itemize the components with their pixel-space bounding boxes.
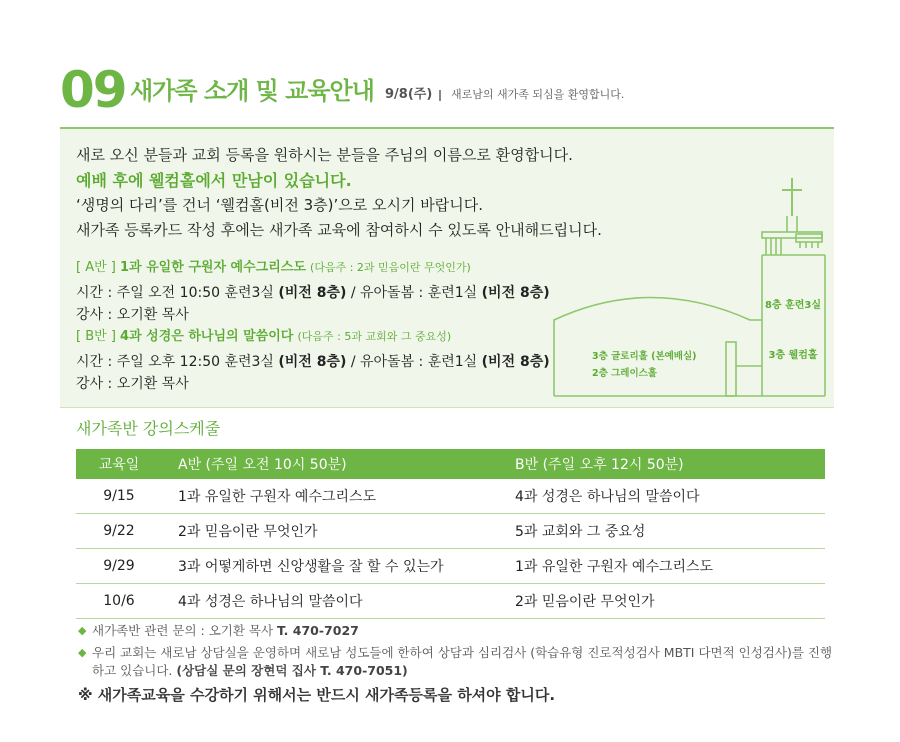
section-date: 9/8(주) bbox=[385, 87, 433, 102]
table-row bbox=[76, 549, 825, 584]
note-counseling-text: 우리 교회는 새로남 상담실을 운영하며 새로남 성도들에 한하여 상담과 심리검사 (학습유형 진로적성검사 MBTI 다면적 인성검사)를 진행하고 있습니다. bbox=[92, 645, 833, 678]
class-a-room: (비전 8층) bbox=[278, 285, 347, 301]
class-a-info bbox=[76, 258, 556, 326]
row-class-a: 4과 성경은 하나님의 말씀이다 bbox=[162, 584, 499, 619]
class-b-childcare-room: (비전 8층) bbox=[481, 354, 550, 370]
section-subtitle: 새로남의 새가족 되심을 환영합니다. bbox=[451, 88, 625, 101]
schedule-title: 새가족반 강의스케줄 bbox=[76, 419, 221, 438]
row-class-b: 5과 교회와 그 중요성 bbox=[499, 514, 825, 549]
class-b-info bbox=[76, 327, 556, 395]
row-date: 9/22 bbox=[76, 514, 162, 549]
row-class-a: 1과 유일한 구원자 예수그리스도 bbox=[162, 479, 499, 514]
row-date: 9/29 bbox=[76, 549, 162, 584]
schedule-divider bbox=[60, 407, 834, 408]
header-class-a: A반 (주일 오전 10시 50분) bbox=[162, 449, 499, 479]
intro-line-4: 새가족 등록카드 작성 후에는 새가족 교육에 참여하시 수 있도록 안내해드립니다. bbox=[76, 221, 602, 239]
table-row bbox=[76, 514, 825, 549]
label-3f-welcome: 3층 웰컴홀 bbox=[768, 350, 818, 361]
registration-warning: ※ 새가족교육을 수강하기 위해서는 반드시 새가족등록을 하셔야 합니다. bbox=[78, 686, 556, 704]
label-3f-glory: 3층 글로리홀 (본예배실) bbox=[592, 351, 697, 362]
building-diagram bbox=[550, 170, 830, 402]
row-date: 10/6 bbox=[76, 584, 162, 619]
row-class-a: 2과 믿음이란 무엇인가 bbox=[162, 514, 499, 549]
label-8f-training: 8층 훈련3실 bbox=[764, 300, 822, 311]
class-b-childcare: / 유아돌봄 : 훈련1실 bbox=[346, 354, 478, 370]
cross-icon bbox=[782, 178, 802, 216]
row-date: 9/15 bbox=[76, 479, 162, 514]
class-a-time-prefix: 시간 : 주일 오전 10:50 훈련3실 bbox=[76, 285, 274, 301]
label-2f-grace: 2층 그레이스홀 bbox=[592, 368, 657, 379]
class-a-childcare: / 유아돌봄 : 훈련1실 bbox=[346, 285, 478, 301]
section-title: 새가족 소개 및 교육안내 bbox=[130, 77, 374, 105]
section-header bbox=[0, 0, 900, 128]
header-date: 교육일 bbox=[76, 449, 162, 479]
note-counseling bbox=[78, 644, 838, 680]
class-a-teacher: 강사 : 오기환 목사 bbox=[76, 307, 189, 323]
diamond-bullet-icon: ◆ bbox=[78, 624, 87, 637]
class-a-label: [ A반 ] bbox=[76, 260, 116, 275]
section-number: 09 bbox=[60, 61, 126, 119]
class-b-next: (다음주 : 5과 교회와 그 중요성) bbox=[297, 330, 452, 343]
class-b-room: (비전 8층) bbox=[278, 354, 347, 370]
class-b-lesson: 4과 성경은 하나님의 말씀이다 bbox=[120, 329, 294, 344]
intro-highlight: 예배 후에 웰컴홀에서 만남이 있습니다. bbox=[76, 171, 352, 190]
header-divider bbox=[439, 90, 441, 101]
class-b-time-prefix: 시간 : 주일 오후 12:50 훈련3실 bbox=[76, 354, 274, 370]
class-b-heading bbox=[76, 327, 556, 347]
row-class-a: 3과 어떻게하면 신앙생활을 잘 할 수 있는가 bbox=[162, 549, 499, 584]
class-b-label: [ B반 ] bbox=[76, 329, 116, 344]
intro-line-3: ‘생명의 다리’를 건너 ‘웰컴홀(비전 3층)’으로 오시기 바랍니다. bbox=[76, 196, 483, 214]
class-b-time bbox=[76, 351, 556, 373]
schedule-table bbox=[76, 449, 825, 619]
note-contact bbox=[78, 622, 838, 640]
table-row bbox=[76, 479, 825, 514]
row-class-b: 1과 유일한 구원자 예수그리스도 bbox=[499, 549, 825, 584]
class-a-next: (다음주 : 2과 믿음이란 무엇인가) bbox=[310, 261, 471, 274]
notes-section bbox=[78, 622, 838, 706]
row-class-b: 4과 성경은 하나님의 말씀이다 bbox=[499, 479, 825, 514]
class-a-time bbox=[76, 282, 556, 304]
header-class-b: B반 (주일 오후 12시 50분) bbox=[499, 449, 825, 479]
schedule-header-row bbox=[76, 449, 825, 479]
table-row bbox=[76, 584, 825, 619]
class-a-lesson: 1과 유일한 구원자 예수그리스도 bbox=[120, 260, 306, 275]
note-counseling-phone: (상담실 문의 장현덕 집사 T. 470-7051) bbox=[176, 663, 408, 678]
note-contact-text: 새가족반 관련 문의 : 오기환 목사 bbox=[92, 623, 274, 638]
class-a-childcare-room: (비전 8층) bbox=[481, 285, 550, 301]
note-contact-phone: T. 470-7027 bbox=[277, 623, 359, 638]
row-class-b: 2과 믿음이란 무엇인가 bbox=[499, 584, 825, 619]
class-b-teacher: 강사 : 오기환 목사 bbox=[76, 376, 189, 392]
intro-line-1: 새로 오신 분들과 교회 등록을 원하시는 분들을 주님의 이름으로 환영합니다. bbox=[76, 146, 573, 164]
class-a-heading bbox=[76, 258, 556, 278]
diamond-bullet-icon: ◆ bbox=[78, 646, 87, 659]
